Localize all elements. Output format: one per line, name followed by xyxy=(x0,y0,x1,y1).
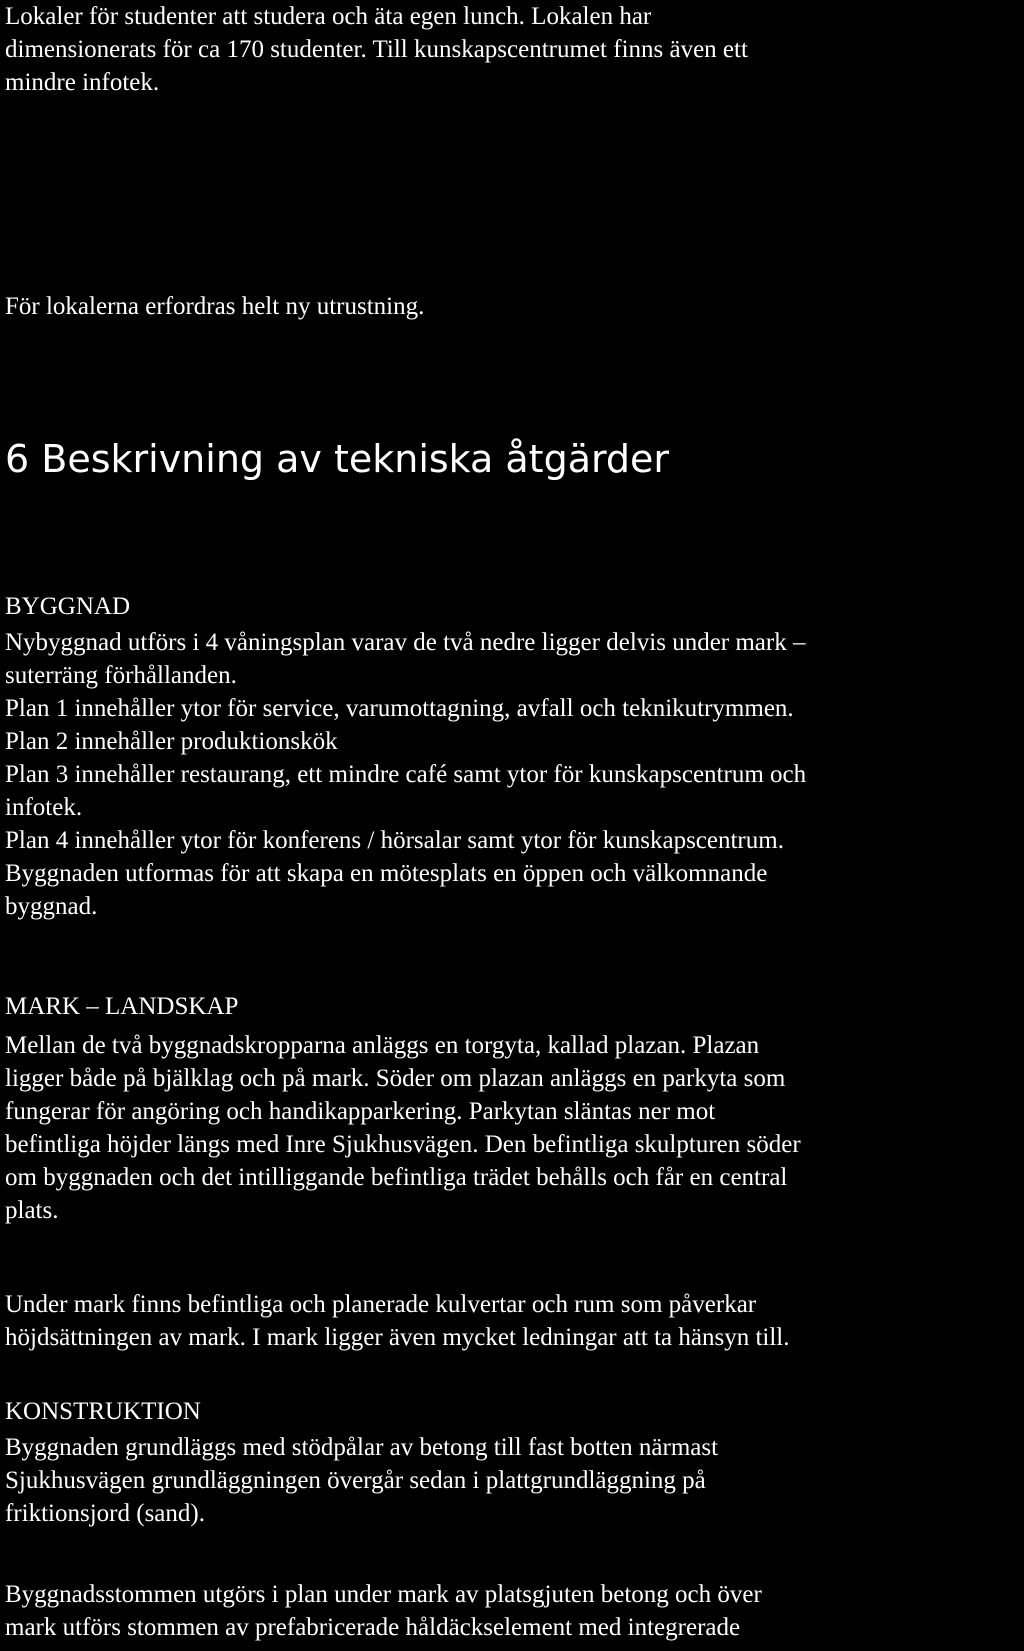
byggnad-line: Plan 4 innehåller ytor för konferens / hörsalar samt ytor för kunskapscentrum. xyxy=(5,827,784,854)
mark-line: höjdsättningen av mark. I mark ligger även mycket ledningar att ta hänsyn till. xyxy=(5,1324,790,1351)
konstruktion-line: Byggnadsstommen utgörs i plan under mark av platsgjuten betong och över xyxy=(5,1581,762,1608)
section-heading: 6 Beskrivning av tekniska åtgärder xyxy=(5,437,670,481)
mark-line: Under mark finns befintliga och planerade kulvertar och rum som påverkar xyxy=(5,1291,757,1318)
konstruktion-paragraph xyxy=(5,1431,718,1530)
intro-line: dimensionerats för ca 170 studenter. Till kunskapscentrumet finns även ett xyxy=(5,36,748,63)
byggnad-line: suterräng förhållanden. xyxy=(5,662,237,689)
konstruktion-line: friktionsjord (sand). xyxy=(5,1500,205,1527)
mark-label: MARK – LANDSKAP xyxy=(5,993,239,1020)
byggnad-paragraph xyxy=(5,626,806,923)
mark-paragraph-2 xyxy=(5,1288,790,1354)
mark-paragraph xyxy=(5,1029,801,1227)
mark-line: plats. xyxy=(5,1197,59,1224)
byggnad-line: Byggnaden utformas för att skapa en mötesplats en öppen och välkomnande xyxy=(5,860,768,887)
byggnad-line: byggnad. xyxy=(5,893,98,920)
intro-line: Lokaler för studenter att studera och äta egen lunch. Lokalen har xyxy=(5,3,652,30)
byggnad-line: Plan 1 innehåller ytor för service, varumottagning, avfall och teknikutrymmen. xyxy=(5,695,794,722)
byggnad-line: Plan 2 innehåller produktionskök xyxy=(5,728,338,755)
konstruktion-line: Byggnaden grundläggs med stödpålar av betong till fast botten närmast xyxy=(5,1434,719,1461)
mark-line: Mellan de två byggnadskropparna anläggs en torgyta, kallad plazan. Plazan xyxy=(5,1032,760,1059)
mark-line: befintliga höjder längs med Inre Sjukhusvägen. Den befintliga skulpturen söder xyxy=(5,1131,801,1158)
konstruktion-line: mark utförs stommen av prefabricerade håldäckselement med integrerade xyxy=(5,1614,741,1641)
konstruktion-line: Sjukhusvägen grundläggningen övergår sedan i plattgrundläggning på xyxy=(5,1467,706,1494)
mark-line: om byggnaden och det intilliggande befintliga trädet behålls och får en central xyxy=(5,1164,788,1191)
equipment-paragraph: För lokalerna erfordras helt ny utrustning. xyxy=(5,293,425,320)
mark-line: fungerar för angöring och handikapparkering. Parkytan släntas ner mot xyxy=(5,1098,716,1125)
konstruktion-label: KONSTRUKTION xyxy=(5,1398,201,1425)
intro-line: mindre infotek. xyxy=(5,69,160,96)
byggnad-line: Nybyggnad utförs i 4 våningsplan varav de två nedre ligger delvis under mark – xyxy=(5,629,806,656)
mark-line: ligger både på bjälklag och på mark. Söder om plazan anläggs en parkyta som xyxy=(5,1065,786,1092)
byggnad-line: infotek. xyxy=(5,794,83,821)
byggnad-line: Plan 3 innehåller restaurang, ett mindre café samt ytor för kunskapscentrum och xyxy=(5,761,807,788)
byggnad-label: BYGGNAD xyxy=(5,593,130,620)
konstruktion-paragraph-2 xyxy=(5,1578,762,1644)
intro-paragraph xyxy=(5,0,748,99)
